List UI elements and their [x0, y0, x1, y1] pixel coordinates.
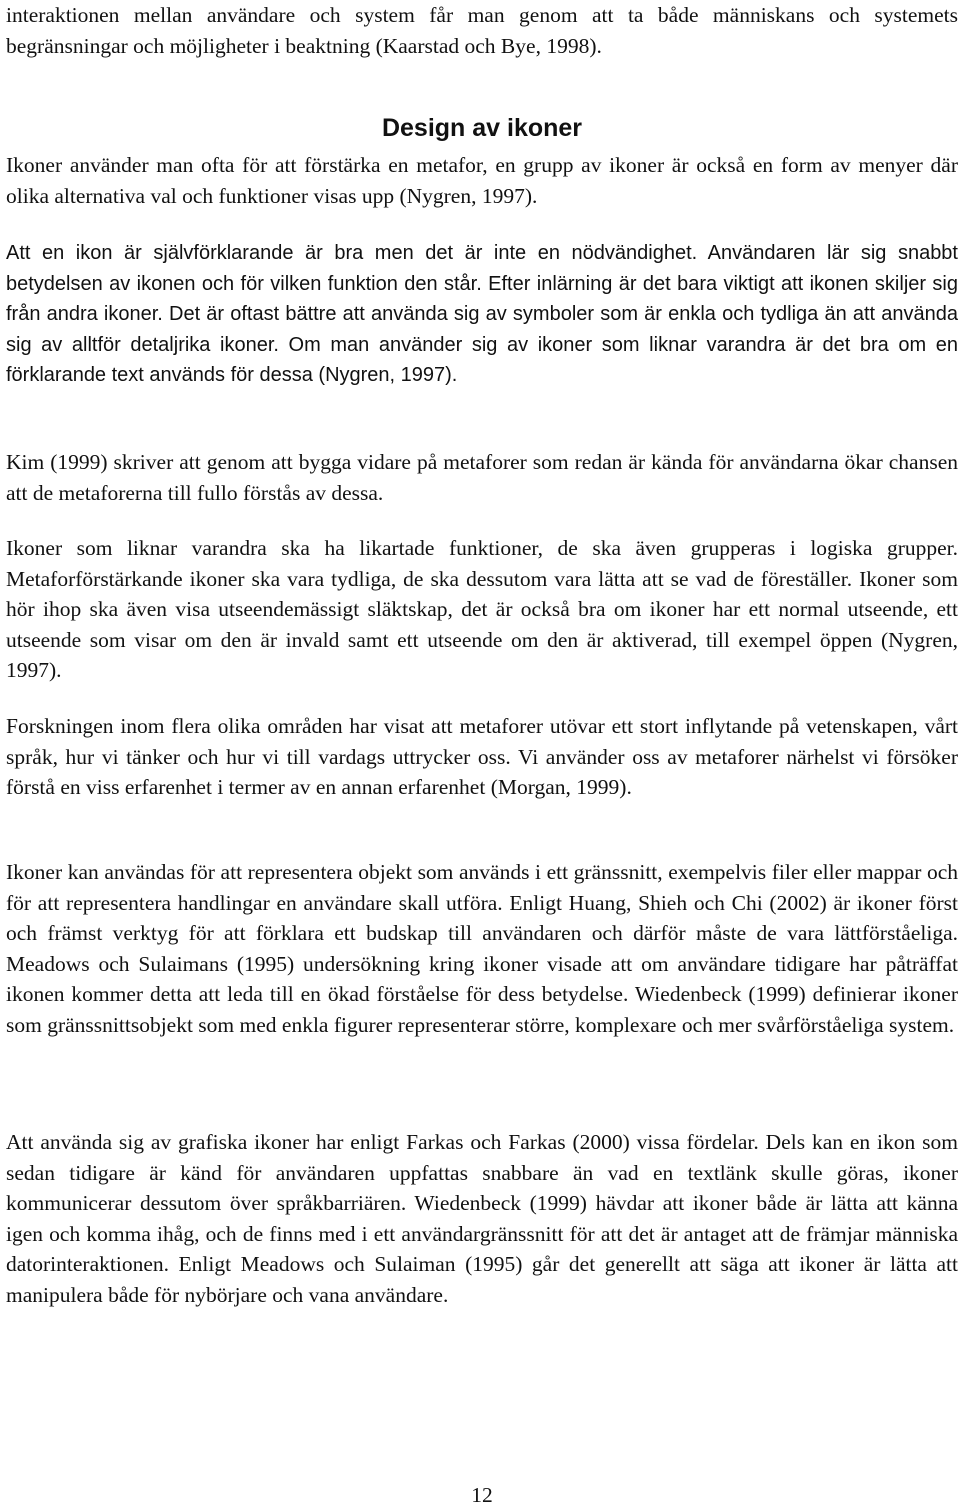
paragraph: Kim (1999) skriver att genom att bygga vidare på metaforer som redan är kända för användarna ökar chansen att de metaforerna till fullo förstås av dessa.: [6, 450, 958, 505]
paragraph: Att använda sig av grafiska ikoner har enligt Farkas och Farkas (2000) vissa fördelar. Dels kan en ikon som sedan tidigare är känd för användaren uppfattas snabbare än vad en textlänk skulle göras, ikoner kommunicerar dessutom över språkbarriären. Wiedenbeck (1999) hävdar att ikoner både är lätta att känna igen och komma ihåg, och de finns med i ett användargränssnitt för att det är antaget att de främjar människa datorinteraktionen. Enligt Meadows och Sulaiman (1995) går det generellt att säga att ikoner är lätta att manipulera både för nybörjare och vana användare.: [6, 1130, 958, 1307]
page-number: 12: [471, 1483, 493, 1507]
paragraph: Ikoner kan användas för att representera objekt som används i ett gränssnitt, exempelvis filer eller mappar och för att representera handlingar en användare skall utföra. Enligt Huang, Shieh och Chi (2002) är ikoner först och främst verktyg för att förklara ett budskap till användaren och därför måste de vara lättförståeliga. Meadows och Sulaimans (1995) undersökning kring ikoner visade att om användare tidigare har påträffat ikonen kommer detta att leda till en ökad förståelse för dess betydelse. Wiedenbeck (1999) definierar ikoner som gränssnittsobjekt som med enkla figurer representerar större, komplexare och mer svårförståeliga system.: [6, 860, 958, 1037]
intro-paragraph: interaktionen mellan användare och system får man genom att ta både människans och systemets begränsningar och möjligheter i beaktning (Kaarstad och Bye, 1998).: [6, 3, 958, 58]
section-heading: Design av ikoner: [381, 114, 583, 142]
paragraph: Forskningen inom flera olika områden har visat att metaforer utövar ett stort inflytande på vetenskapen, vårt språk, hur vi tänker och hur vi till vardags uttrycker oss. Vi använder oss av metaforer närhelst vi försöker förstå en viss erfarenhet i termer av en annan erfarenhet (Morgan, 1999).: [6, 714, 958, 799]
paragraph: Ikoner som liknar varandra ska ha likartade funktioner, de ska även grupperas i logiska grupper. Metaforförstärkande ikoner ska vara tydliga, de ska dessutom vara lätta att se vad de föreställer. Ikoner som hör ihop ska även visa utseendemässigt släktskap, det är också bra om ikoner har ett normal utseende, ett utseende som visar om den är invald samt ett utseende om den är aktiverad, till exempel öppen (Nygren, 1997).: [6, 536, 958, 682]
paragraph: Att en ikon är självförklarande är bra men det är inte en nödvändighet. Användaren lär sig snabbt betydelsen av ikonen och för vilken funktion den står. Efter inlärning är det bara viktigt att ikonen skiljer sig från andra ikoner. Det är oftast bättre att använda sig av symboler som är enkla och tydliga än att använda sig av alltför detaljrika ikoner. Om man använder sig av ikoner som liknar varandra är det bra om en förklarande text används för dessa (Nygren, 1997).: [6, 242, 958, 386]
paragraph: Ikoner använder man ofta för att förstärka en metafor, en grupp av ikoner är också en form av menyer där olika alternativa val och funktioner visas upp (Nygren, 1997).: [6, 153, 958, 208]
